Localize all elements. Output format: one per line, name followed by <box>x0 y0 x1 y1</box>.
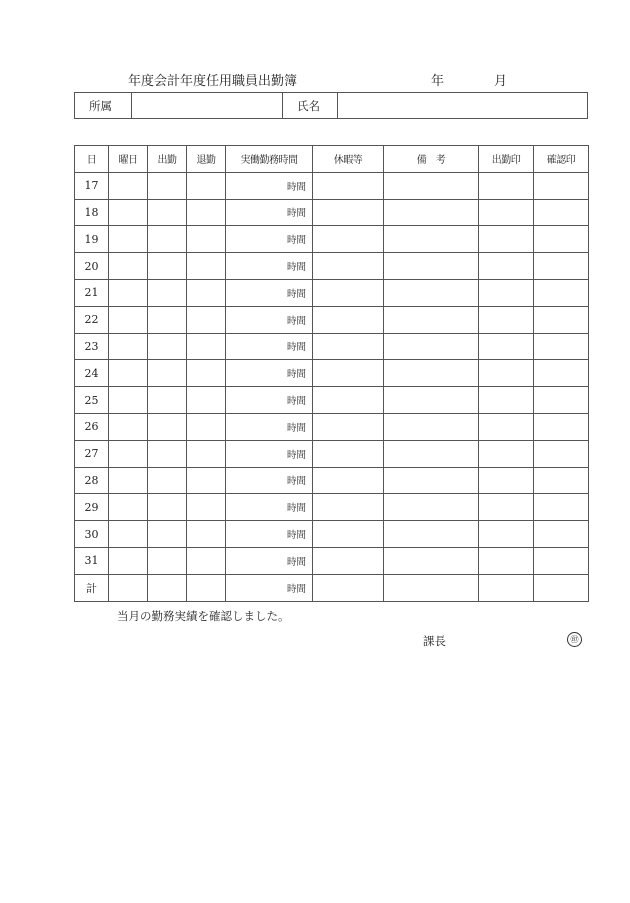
remarks-cell[interactable] <box>384 494 479 521</box>
attendance-seal-cell[interactable] <box>479 253 534 280</box>
clock-out-cell[interactable] <box>187 521 226 548</box>
seal-mark-icon: ㊞ <box>567 632 582 647</box>
col-header-clock-out: 退勤 <box>187 146 226 173</box>
clock-out-cell[interactable] <box>187 226 226 253</box>
remarks-cell[interactable] <box>384 306 479 333</box>
work-hours-cell[interactable]: 時間 <box>226 413 313 440</box>
leave-cell[interactable] <box>313 199 384 226</box>
remarks-cell[interactable] <box>384 279 479 306</box>
day-cell: 19 <box>75 226 109 253</box>
weekday-cell[interactable] <box>109 199 148 226</box>
attendance-seal-cell[interactable] <box>479 279 534 306</box>
table-row <box>75 494 589 521</box>
table-row <box>75 279 589 306</box>
confirm-seal-cell[interactable] <box>534 306 589 333</box>
confirm-seal-cell[interactable] <box>534 279 589 306</box>
leave-cell[interactable] <box>313 413 384 440</box>
clock-out-cell[interactable] <box>187 279 226 306</box>
work-hours-cell[interactable]: 時間 <box>226 172 313 199</box>
clock-in-cell[interactable] <box>148 440 187 467</box>
leave-cell[interactable] <box>313 279 384 306</box>
attendance-seal-cell[interactable] <box>479 360 534 387</box>
work-hours-cell[interactable]: 時間 <box>226 226 313 253</box>
confirm-seal-cell[interactable] <box>534 440 589 467</box>
work-hours-cell[interactable]: 時間 <box>226 387 313 414</box>
clock-in-cell[interactable] <box>148 360 187 387</box>
work-hours-cell[interactable]: 時間 <box>226 199 313 226</box>
col-header-day: 日 <box>75 146 109 173</box>
clock-in-cell[interactable] <box>148 253 187 280</box>
remarks-cell[interactable] <box>384 387 479 414</box>
day-cell: 26 <box>75 413 109 440</box>
confirm-seal-cell[interactable] <box>534 226 589 253</box>
clock-out-cell[interactable] <box>187 413 226 440</box>
clock-out-cell[interactable] <box>187 467 226 494</box>
weekday-cell[interactable] <box>109 253 148 280</box>
weekday-cell[interactable] <box>109 467 148 494</box>
attendance-seal-cell[interactable] <box>479 413 534 440</box>
work-hours-cell[interactable]: 時間 <box>226 547 313 574</box>
attendance-seal-cell[interactable] <box>479 467 534 494</box>
clock-out-cell[interactable] <box>187 253 226 280</box>
table-row <box>75 253 589 280</box>
work-hours-cell[interactable]: 時間 <box>226 306 313 333</box>
work-hours-cell[interactable]: 時間 <box>226 253 313 280</box>
clock-in-cell[interactable] <box>148 226 187 253</box>
col-header-leave: 休暇等 <box>313 146 384 173</box>
day-cell: 21 <box>75 279 109 306</box>
attendance-seal-cell[interactable] <box>479 306 534 333</box>
header-row <box>75 146 589 173</box>
col-header-remarks: 備 考 <box>384 146 479 173</box>
leave-cell[interactable] <box>313 360 384 387</box>
clock-out-cell[interactable] <box>187 387 226 414</box>
leave-cell[interactable] <box>313 172 384 199</box>
affiliation-label: 所属 <box>75 93 132 119</box>
remarks-cell[interactable] <box>384 574 479 601</box>
attendance-seal-cell[interactable] <box>479 494 534 521</box>
col-header-weekday: 曜日 <box>109 146 148 173</box>
clock-in-cell[interactable] <box>148 279 187 306</box>
remarks-cell[interactable] <box>384 440 479 467</box>
table-row <box>75 521 589 548</box>
weekday-cell[interactable] <box>109 360 148 387</box>
work-hours-cell[interactable]: 時間 <box>226 467 313 494</box>
weekday-cell[interactable] <box>109 440 148 467</box>
clock-out-cell[interactable] <box>187 440 226 467</box>
table-row <box>75 440 589 467</box>
confirm-seal-cell[interactable] <box>534 574 589 601</box>
day-cell: 29 <box>75 494 109 521</box>
work-hours-cell[interactable]: 時間 <box>226 440 313 467</box>
table-row <box>75 172 589 199</box>
table-row <box>75 226 589 253</box>
confirm-seal-cell[interactable] <box>534 521 589 548</box>
leave-cell[interactable] <box>313 333 384 360</box>
remarks-cell[interactable] <box>384 226 479 253</box>
title-row <box>0 70 630 90</box>
page-title: 年度会計年度任用職員出勤簿 <box>128 74 298 89</box>
col-header-clock-in: 出勤 <box>148 146 187 173</box>
day-cell: 計 <box>75 574 109 601</box>
weekday-cell[interactable] <box>109 333 148 360</box>
attendance-seal-cell[interactable] <box>479 387 534 414</box>
attendance-seal-cell[interactable] <box>479 172 534 199</box>
confirm-seal-cell[interactable] <box>534 172 589 199</box>
clock-in-cell[interactable] <box>148 467 187 494</box>
name-label: 氏名 <box>283 93 338 119</box>
clock-in-cell[interactable] <box>148 387 187 414</box>
confirm-seal-cell[interactable] <box>534 199 589 226</box>
weekday-cell[interactable] <box>109 279 148 306</box>
table-row <box>75 333 589 360</box>
clock-out-cell[interactable] <box>187 333 226 360</box>
day-cell: 25 <box>75 387 109 414</box>
day-cell: 18 <box>75 199 109 226</box>
day-cell: 24 <box>75 360 109 387</box>
clock-in-cell[interactable] <box>148 574 187 601</box>
clock-in-cell[interactable] <box>148 333 187 360</box>
weekday-cell[interactable] <box>109 413 148 440</box>
clock-in-cell[interactable] <box>148 547 187 574</box>
weekday-cell[interactable] <box>109 494 148 521</box>
leave-cell[interactable] <box>313 226 384 253</box>
section-chief-label: 課長 <box>423 634 446 648</box>
work-hours-cell[interactable]: 時間 <box>226 279 313 306</box>
attendance-rows <box>75 172 589 601</box>
clock-in-cell[interactable] <box>148 521 187 548</box>
confirm-seal-cell[interactable] <box>534 467 589 494</box>
remarks-cell[interactable] <box>384 360 479 387</box>
clock-out-cell[interactable] <box>187 547 226 574</box>
attendance-seal-cell[interactable] <box>479 547 534 574</box>
col-header-attendance-seal: 出勤印 <box>479 146 534 173</box>
info-table <box>74 92 588 119</box>
table-row <box>75 360 589 387</box>
weekday-cell[interactable] <box>109 306 148 333</box>
clock-out-cell[interactable] <box>187 199 226 226</box>
confirm-seal-cell[interactable] <box>534 360 589 387</box>
leave-cell[interactable] <box>313 547 384 574</box>
confirm-seal-cell[interactable] <box>534 547 589 574</box>
clock-in-cell[interactable] <box>148 413 187 440</box>
remarks-cell[interactable] <box>384 521 479 548</box>
remarks-cell[interactable] <box>384 413 479 440</box>
clock-in-cell[interactable] <box>148 494 187 521</box>
leave-cell[interactable] <box>313 306 384 333</box>
confirm-seal-cell[interactable] <box>534 494 589 521</box>
clock-in-cell[interactable] <box>148 199 187 226</box>
affiliation-field[interactable] <box>132 93 283 119</box>
remarks-cell[interactable] <box>384 172 479 199</box>
remarks-cell[interactable] <box>384 547 479 574</box>
table-row <box>75 574 589 601</box>
confirm-seal-cell[interactable] <box>534 253 589 280</box>
clock-out-cell[interactable] <box>187 574 226 601</box>
table-row <box>75 547 589 574</box>
day-cell: 31 <box>75 547 109 574</box>
leave-cell[interactable] <box>313 574 384 601</box>
clock-in-cell[interactable] <box>148 172 187 199</box>
attendance-seal-cell[interactable] <box>479 333 534 360</box>
leave-cell[interactable] <box>313 494 384 521</box>
work-hours-cell[interactable]: 時間 <box>226 521 313 548</box>
remarks-cell[interactable] <box>384 253 479 280</box>
clock-out-cell[interactable] <box>187 306 226 333</box>
work-hours-cell[interactable]: 時間 <box>226 574 313 601</box>
leave-cell[interactable] <box>313 387 384 414</box>
confirm-seal-cell[interactable] <box>534 387 589 414</box>
year-label: 年 <box>431 74 445 89</box>
confirm-seal-cell[interactable] <box>534 413 589 440</box>
confirmation-text: 当月の勤務実績を確認しました。 <box>117 609 290 623</box>
clock-out-cell[interactable] <box>187 360 226 387</box>
day-cell: 30 <box>75 521 109 548</box>
name-field[interactable] <box>338 93 588 119</box>
day-cell: 22 <box>75 306 109 333</box>
table-row <box>75 413 589 440</box>
table-row <box>75 306 589 333</box>
clock-out-cell[interactable] <box>187 494 226 521</box>
attendance-seal-cell[interactable] <box>479 199 534 226</box>
weekday-cell[interactable] <box>109 574 148 601</box>
attendance-seal-cell[interactable] <box>479 440 534 467</box>
col-header-confirm-seal: 確認印 <box>534 146 589 173</box>
weekday-cell[interactable] <box>109 547 148 574</box>
weekday-cell[interactable] <box>109 226 148 253</box>
weekday-cell[interactable] <box>109 521 148 548</box>
remarks-cell[interactable] <box>384 199 479 226</box>
leave-cell[interactable] <box>313 467 384 494</box>
leave-cell[interactable] <box>313 253 384 280</box>
attendance-table <box>74 145 589 602</box>
month-label: 月 <box>494 74 508 89</box>
col-header-work-hours: 実働勤務時間 <box>226 146 313 173</box>
table-row <box>75 199 589 226</box>
leave-cell[interactable] <box>313 440 384 467</box>
work-hours-cell[interactable]: 時間 <box>226 360 313 387</box>
leave-cell[interactable] <box>313 521 384 548</box>
day-cell: 20 <box>75 253 109 280</box>
attendance-seal-cell[interactable] <box>479 521 534 548</box>
attendance-seal-cell[interactable] <box>479 226 534 253</box>
day-cell: 27 <box>75 440 109 467</box>
work-hours-cell[interactable]: 時間 <box>226 333 313 360</box>
work-hours-cell[interactable]: 時間 <box>226 494 313 521</box>
remarks-cell[interactable] <box>384 333 479 360</box>
table-row <box>75 467 589 494</box>
confirm-seal-cell[interactable] <box>534 333 589 360</box>
day-cell: 17 <box>75 172 109 199</box>
weekday-cell[interactable] <box>109 387 148 414</box>
attendance-seal-cell[interactable] <box>479 574 534 601</box>
table-row <box>75 387 589 414</box>
day-cell: 23 <box>75 333 109 360</box>
clock-in-cell[interactable] <box>148 306 187 333</box>
clock-out-cell[interactable] <box>187 172 226 199</box>
weekday-cell[interactable] <box>109 172 148 199</box>
day-cell: 28 <box>75 467 109 494</box>
remarks-cell[interactable] <box>384 467 479 494</box>
